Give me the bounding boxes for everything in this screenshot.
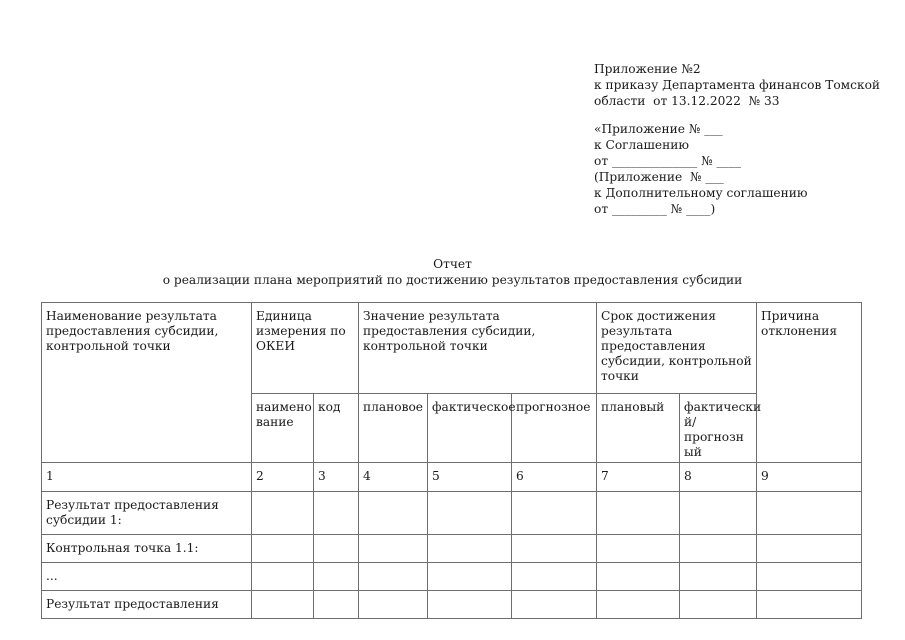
column-number: 6	[512, 463, 597, 492]
table-cell	[359, 591, 428, 619]
appendix-line: к приказу Департамента финансов Томской	[594, 78, 881, 92]
column-number: 4	[359, 463, 428, 492]
table-cell	[757, 492, 862, 535]
table-cell	[597, 535, 680, 563]
table-cell	[680, 591, 757, 619]
table-cell	[252, 563, 314, 591]
column-number: 3	[314, 463, 359, 492]
header-unit-name: наимено вание	[252, 394, 314, 463]
header-deadline-actual: фактически й/прогнозн ый	[680, 394, 757, 463]
header-value-forecast: прогнозное	[512, 394, 597, 463]
header-deadline: Срок достижения результата предоставления субсидии, контрольной точки	[597, 303, 757, 394]
table-cell	[428, 563, 512, 591]
table-cell	[680, 492, 757, 535]
column-number: 8	[680, 463, 757, 492]
table-cell	[597, 591, 680, 619]
table-cell	[252, 591, 314, 619]
table-cell	[680, 563, 757, 591]
report-title-line2: о реализации плана мероприятий по достижению результатов предоставления субсидии	[162, 273, 743, 287]
header-row-1	[42, 303, 862, 394]
table-cell	[757, 591, 862, 619]
header-unit: Единица измерения по ОКЕИ	[252, 303, 359, 394]
table-cell	[757, 535, 862, 563]
agreement-line: (Приложение № ___	[594, 170, 724, 184]
column-number: 1	[42, 463, 252, 492]
header-deadline-planned: плановый	[597, 394, 680, 463]
table-row	[42, 591, 862, 619]
table-cell	[314, 591, 359, 619]
table-cell	[428, 591, 512, 619]
row-label: Результат предоставления субсидии 1:	[42, 492, 252, 535]
table-cell	[252, 535, 314, 563]
header-value-planned: плановое	[359, 394, 428, 463]
header-value-actual: фактическое	[428, 394, 512, 463]
agreement-line: к Соглашению	[594, 138, 689, 152]
table-cell	[252, 492, 314, 535]
report-title-line1: Отчет	[433, 257, 472, 271]
table-cell	[512, 492, 597, 535]
header-value: Значение результата предоставления субсидии, контрольной точки	[359, 303, 597, 394]
table-cell	[359, 492, 428, 535]
table-row	[42, 492, 862, 535]
table-cell	[597, 492, 680, 535]
table-cell	[512, 535, 597, 563]
agreement-line: от ______________ № ____	[594, 154, 741, 168]
table-row	[42, 563, 862, 591]
agreement-line: к Дополнительному соглашению	[594, 186, 808, 200]
table-cell	[359, 535, 428, 563]
appendix-header	[594, 61, 894, 217]
table-row	[42, 535, 862, 563]
header-result-name: Наименование результата предоставления субсидии, контрольной точки	[42, 303, 252, 463]
row-label: Результат предоставления	[42, 591, 252, 619]
table-cell	[359, 563, 428, 591]
table-cell	[597, 563, 680, 591]
table-cell	[680, 535, 757, 563]
column-number-row	[42, 463, 862, 492]
table-cell	[757, 563, 862, 591]
table-cell	[314, 535, 359, 563]
row-label: Контрольная точка 1.1:	[42, 535, 252, 563]
appendix-line: области от 13.12.2022 № 33	[594, 94, 780, 108]
appendix-line: Приложение №2	[594, 62, 701, 76]
header-unit-code: код	[314, 394, 359, 463]
column-number: 2	[252, 463, 314, 492]
agreement-line: «Приложение № ___	[594, 122, 723, 136]
report-table	[41, 302, 862, 619]
table-cell	[314, 492, 359, 535]
column-number: 5	[428, 463, 512, 492]
table-cell	[512, 591, 597, 619]
table-cell	[314, 563, 359, 591]
column-number: 7	[597, 463, 680, 492]
header-reason: Причина отклонения	[757, 303, 862, 463]
table-cell	[428, 492, 512, 535]
column-number: 9	[757, 463, 862, 492]
row-label: ...	[42, 563, 252, 591]
table-cell	[428, 535, 512, 563]
table-cell	[512, 563, 597, 591]
agreement-line: от _________ № ____)	[594, 202, 716, 216]
